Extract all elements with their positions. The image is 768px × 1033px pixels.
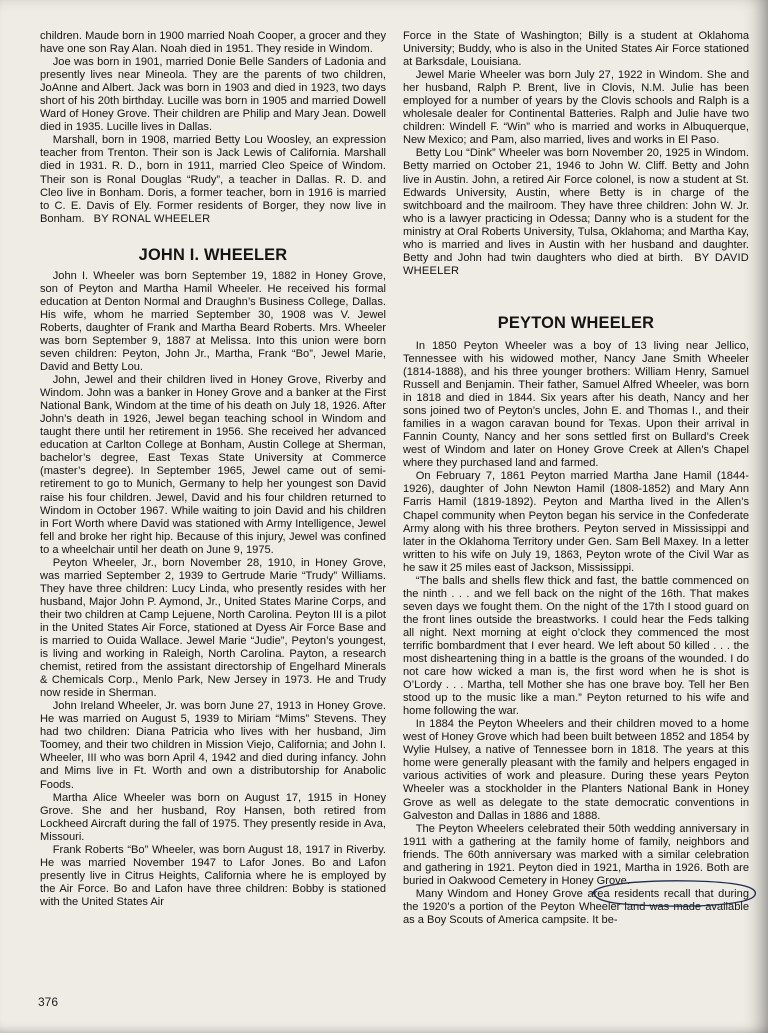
peyton-paragraph-1: In 1850 Peyton Wheeler was a boy of 13 living near Jellico, Tennessee with his widowed mother, Nancy Jane Smith Wheeler (1814-1888), and his three younger brothers: William Henry, Samuel Russell and Benjamin. Their father, Samuel Alfred Wheeler, was born in 1818 and died in 1844. Six years after his death, Nancy and her sons joined two of Peyton’s uncles, John E. and Thomas I., and their families in a wagon caravan bound for Texas. Upon their arrival in Fannin County, Nancy and her sons settled first on Bullard’s Creek west of Windom and later on Honey Grove Creek at Allen’s Chapel where they purchased land and farmed. [403, 339, 749, 470]
intro-paragraph-3 [40, 134, 386, 225]
intro-paragraph-2: Joe was born in 1901, married Donie Belle Sanders of Ladonia and presently lives near Mineola. They are the parents of two children, JoAnne and Albert. Jack was born in 1903 and died in 1923, two days short of his 20th birthday. Lucille was born in 1905 and married Dowell Ward of Honey Grove. Their children are Philip and Mary Jean. Dowell died in 1935. Lucille lives in Dallas. [40, 56, 386, 134]
john-paragraph-3: Peyton Wheeler, Jr., born November 28, 1910, in Honey Grove, was married September 2, 1939 to Gertrude Marie “Trudy” Williams. They have three children: Lucy Linda, who presently resides with her husband, Major John P. Aymond, Jr., United States Marine Corps, and their two children at Camp Lejuene, North Carolina. Peyton III is a pilot in the United States Air Force, stationed at Dyess Air Force Base and is married to Ouida Wallace. Jewel Marie “Judie”, Peyton’s youngest, is living and working in Raleigh, North Carolina. Payton, a research chemist, retired from the assistant directorship of Engelhard Minerals & Chemicals Corp., Menlo Park, New Jersey in 1973. He and Trudy now reside in Sherman. [40, 556, 386, 700]
intro-paragraph-1: children. Maude born in 1900 married Noah Cooper, a grocer and they have one son Ray Alan. Noah died in 1951. They reside in Windom. [40, 30, 386, 56]
intro-paragraph-3-text: Marshall, born in 1908, married Betty Lou Woosley, an expression teacher from Trenton. Their son is Jack Lewis of California. Marshall died in 1931. R. D., born in 1911, married Cleo Speice of Windom. Their son is Ronal Douglas “Rudy”, a teacher in Dallas. R. D. and Cleo live in Bonham. Doris, a former teacher, born in 1916 is married to C. E. Davis of Ely. Former residents of Borger, they now live in Bonham. [40, 134, 386, 225]
peyton-paragraph-3: “The balls and shells flew thick and fast, the battle commenced on the ninth . . . and we fell back on the night of the 16th. That makes seven days we fought them. On the night of the 17th I stood guard on the front lines outside the breastworks. I could hear the Feds talking all night. Next morning at eight o’clock they commenced the most terrific bombardment that I ever heard. We left about 50 killed . . . the most disheartening thing in a battle is the groans of the wounded. I do not care how wicked a man is, the first word when he is shot is O’Lordy . . . Martha, tell Mother she has one brave boy. Tell her Ben stood up to the music like a man.” Peyton returned to his wife and home following the war. [403, 574, 749, 718]
right-column [403, 30, 749, 927]
continued-paragraph-2: Jewel Marie Wheeler was born July 27, 1922 in Windom. She and her husband, Ralph P. Brent, live in Clovis, N.M. Julie has been employed for a number of years by the Clovis schools and Ralph is a wholesale dealer for Continental Batteries. Ralph and Julie have two children: Windell F. “Win” who is married and works in Albuquerque, New Mexico; and Pam, also married, lives and works in El Paso. [403, 69, 749, 147]
section-heading-peyton-wheeler: PEYTON WHEELER [497, 313, 655, 332]
byline-david-wheeler: BY DAVID WHEELER [403, 251, 749, 277]
continued-paragraph-3-text: Betty Lou “Dink” Wheeler was born November 20, 1925 in Windom. Betty married on October 21, 1946 to John W. Cliff. Betty and John live in Austin. John, a retired Air Force colonel, is now a student at St. Edwards University, Austin, where Betty is in charge of the switchboard and the mailroom. They have three children: John W. Jr. who is a lawyer practicing in Odessa; Danny who is a student for the ministry at Oral Roberts University, Tulsa, Oklahoma; and Martha Kay, who is married and lives in Austin with her husband and daughter. Betty and John had twin daughters who died at birth. [403, 147, 749, 264]
peyton-paragraph-6: Many Windom and Honey Grove area residents recall that during the 1920’s a portion of the Peyton Wheeler land was made available as a Boy Scouts of America campsite. It be- [403, 887, 749, 926]
section-heading-john-i-wheeler: JOHN I. WHEELER [138, 245, 288, 264]
john-paragraph-5: Martha Alice Wheeler was born on August 17, 1915 in Honey Grove. She and her husband, Roy Hansen, both retired from Lockheed Aircraft during the fall of 1975. They presently reside in Ava, Missouri. [40, 791, 386, 843]
john-paragraph-6: Frank Roberts “Bo” Wheeler, was born August 18, 1917 in Riverby. He was married November 1947 to Lafor Jones. Bo and Lafon presently live in Citrus Heights, California where he is employed by the Air Force. Bo and Lafon have three children: Bobby is stationed with the United States Air [40, 843, 386, 908]
john-paragraph-2: John, Jewel and their children lived in Honey Grove, Riverby and Windom. John was a banker in Honey Grove and a banker at the First National Bank, Windom at the time of his death on July 18, 1926. After John’s death in 1926, Jewel began teaching school in Windom and taught there until her retirement in 1956. She received her advanced education at Carlton College at Bonham, Austin College at Sherman, bachelor’s degree, East Texas State University at Commerce (master’s degree). In September 1965, Jewel came out of semi-retirement to go to Munich, Germany to help her youngest son David raise his four children. Jewel, David and his four children returned to Windom in October 1967. While waiting to join David and his children in Fort Worth where David was stationed with Army Intelligence, Jewel fell and broke her right hip. Because of this injury, Jewel was confined to a wheelchair until her death on June 9, 1975. [40, 374, 386, 556]
byline-ronal-wheeler: BY RONAL WHEELER [93, 212, 211, 225]
continued-paragraph-1: Force in the State of Washington; Billy is a student at Oklahoma University; Buddy, who is also in the United States Air Force stationed at Barksdale, Louisiana. [403, 30, 749, 69]
peyton-paragraph-5: The Peyton Wheelers celebrated their 50th wedding anniversary in 1911 with a gathering at the family home of family, neighbors and friends. The 60th anniversary was marked with a similar celebration and gathering in 1921. Peyton died in 1921, Martha in 1926. Both are buried in Oakwood Cemetery in Honey Grove. [403, 822, 749, 887]
peyton-paragraph-4: In 1884 the Peyton Wheelers and their children moved to a home west of Honey Grove which had been built between 1852 and 1854 by Wylie Hulsey, a native of Tennessee born in 1818. The years at this home were generally pleasant with the family and helpers engaged in various activities of work and pleasure. During these years Peyton Wheeler was a stockholder in the Planters National Bank in Honey Grove as well as delegate to the state democratic conventions in Galveston and Dallas in 1886 and 1888. [403, 718, 749, 822]
left-column [40, 30, 386, 909]
peyton-paragraph-2: On February 7, 1861 Peyton married Martha Jane Hamil (1844-1926), daughter of John Newton Hamil (1808-1852) and Mary Ann Farris Hamil (1819-1892). Peyton and Martha lived in the Allen’s Chapel community when Peyton began his service in the Confederate Army along with his three brothers. Peyton served in Mississippi and later in the Oklahoma Territory under Gen. Sam Bell Maxey. In a letter written to his wife on July 19, 1863, Peyton wrote of the Civil War as he saw it 25 miles east of Jackson, Mississippi. [403, 470, 749, 574]
john-paragraph-1: John I. Wheeler was born September 19, 1882 in Honey Grove, son of Peyton and Martha Hamil Wheeler. He received his formal education at Denton Normal and Draughn’s Business College, Dallas. His wife, whom he married September 30, 1908 was V. Jewel Roberts, daughter of Frank and Martha Beard Roberts. Mrs. Wheeler was born September 9, 1887 at Melissa. Into this union were born seven children: Peyton, John Jr., Martha, Frank “Bo”, Jewel Marie, David and Betty Lou. [40, 269, 386, 374]
continued-paragraph-3 [403, 147, 749, 277]
john-paragraph-4: John Ireland Wheeler, Jr. was born June 27, 1913 in Honey Grove. He was married on August 5, 1939 to Miriam “Mims” Stevens. They had two children: Diana Patricia who lives with her husband, Jim Toomey, and their two children in Mission Viejo, California; and John I. Wheeler, III who was born April 4, 1942 and died during infancy. John and Mims live in Ft. Worth and own a distributorship for Anabolic Foods. [40, 700, 386, 791]
page-number: 376 [38, 995, 59, 1009]
